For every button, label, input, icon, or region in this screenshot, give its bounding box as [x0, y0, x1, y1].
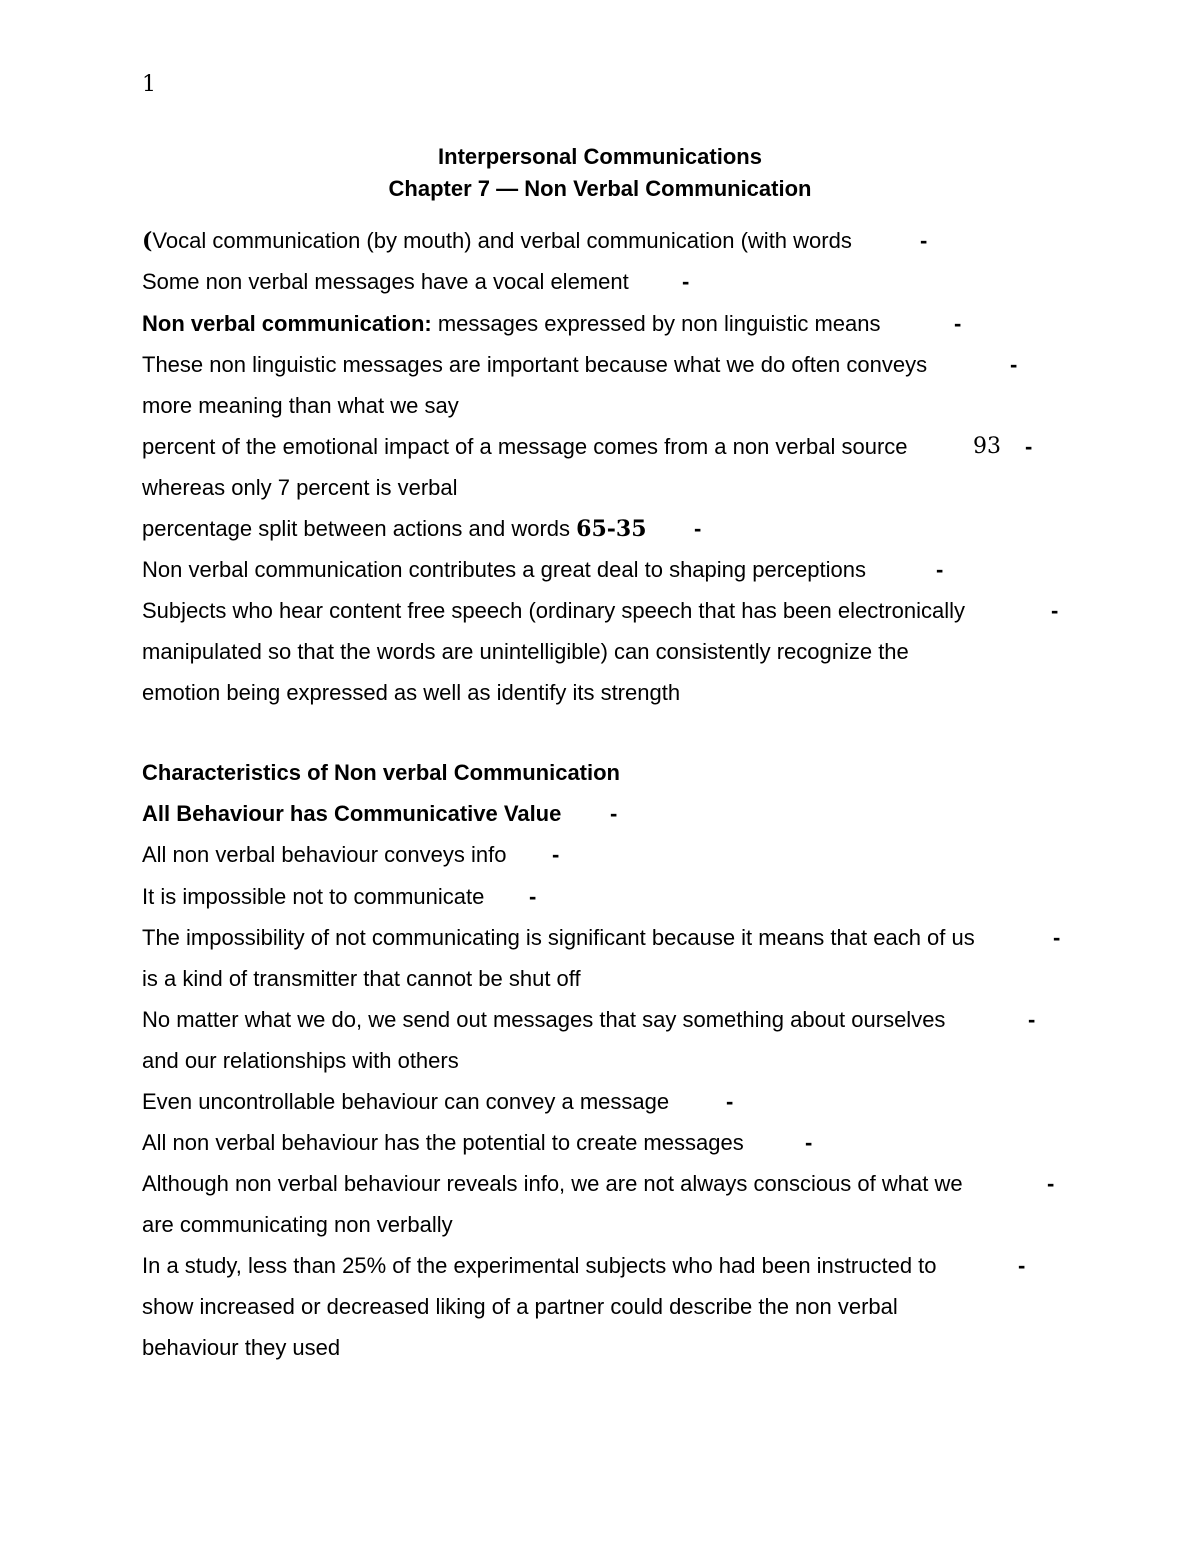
- dash-marker: -: [1051, 598, 1059, 623]
- intro-line-6: percent of the emotional impact of a message comes from a non verbal source: [142, 434, 908, 459]
- intro-line-2: Some non verbal messages have a vocal element: [142, 269, 629, 294]
- char-line-13: behaviour they used: [142, 1335, 341, 1360]
- char-line-10: are communicating non verbally: [142, 1212, 453, 1237]
- dash-marker: -: [726, 1089, 734, 1114]
- dash-marker: -: [954, 311, 962, 336]
- dash-marker: -: [529, 884, 537, 909]
- section-subheading: All Behaviour has Communicative Value: [142, 801, 562, 826]
- char-line-6: and our relationships with others: [142, 1048, 459, 1073]
- dash-marker: -: [805, 1130, 813, 1155]
- char-line-2: It is impossible not to communicate: [142, 884, 485, 909]
- char-line-11: In a study, less than 25% of the experimental subjects who had been instructed to: [142, 1253, 937, 1278]
- char-line-4: is a kind of transmitter that cannot be shut off: [142, 966, 581, 991]
- intro-line-1-text: Vocal communication (by mouth) and verbal communication (with words: [152, 228, 852, 253]
- intro-line-8: [142, 514, 647, 544]
- intro-line-5: more meaning than what we say: [142, 393, 459, 418]
- document-header: [0, 141, 1200, 205]
- definition-text: messages expressed by non linguistic means: [431, 311, 881, 336]
- dash-marker: -: [920, 228, 928, 253]
- dash-marker: -: [1028, 1007, 1036, 1032]
- intro-line-3: [142, 309, 881, 339]
- chapter-title: Chapter 7 — Non Verbal Communication: [388, 176, 812, 201]
- dash-marker: -: [694, 516, 702, 541]
- intro-line-12: emotion being expressed as well as identify its strength: [142, 680, 681, 705]
- char-line-5: No matter what we do, we send out messages that say something about ourselves: [142, 1007, 946, 1032]
- char-line-9: Although non verbal behaviour reveals info, we are not always conscious of what we: [142, 1171, 963, 1196]
- stat-65-35: 65-35: [576, 516, 647, 542]
- page-number: 1: [142, 72, 156, 97]
- dash-marker: -: [936, 557, 944, 582]
- intro-line-11: manipulated so that the words are unintelligible) can consistently recognize the: [142, 639, 909, 664]
- dash-marker: -: [1047, 1171, 1055, 1196]
- intro-line-9: Non verbal communication contributes a great deal to shaping perceptions: [142, 557, 866, 582]
- term-non-verbal-communication: Non verbal communication:: [142, 311, 432, 336]
- dash-marker: -: [1025, 434, 1033, 459]
- char-line-1: All non verbal behaviour conveys info: [142, 842, 507, 867]
- dash-marker: -: [1053, 925, 1061, 950]
- char-line-3: The impossibility of not communicating is significant because it means that each of us: [142, 925, 975, 950]
- dash-marker: -: [610, 801, 618, 826]
- dash-marker: -: [1018, 1253, 1026, 1278]
- intro-line-1: [142, 226, 852, 256]
- stat-93: 93: [973, 434, 1001, 459]
- intro-line-10: Subjects who hear content free speech (ordinary speech that has been electronically: [142, 598, 966, 623]
- dash-marker: -: [682, 269, 690, 294]
- dash-marker: -: [1010, 352, 1018, 377]
- intro-line-7: whereas only 7 percent is verbal: [142, 475, 458, 500]
- intro-line-8-text: percentage split between actions and words: [142, 516, 571, 541]
- char-line-8: All non verbal behaviour has the potential to create messages: [142, 1130, 744, 1155]
- dash-marker: -: [552, 842, 560, 867]
- open-paren: (: [142, 228, 153, 254]
- char-line-7: Even uncontrollable behaviour can convey a message: [142, 1089, 670, 1114]
- section-heading: Characteristics of Non verbal Communication: [142, 760, 620, 785]
- intro-line-4: These non linguistic messages are important because what we do often conveys: [142, 352, 928, 377]
- char-line-12: show increased or decreased liking of a partner could describe the non verbal: [142, 1294, 898, 1319]
- course-title: Interpersonal Communications: [438, 144, 762, 169]
